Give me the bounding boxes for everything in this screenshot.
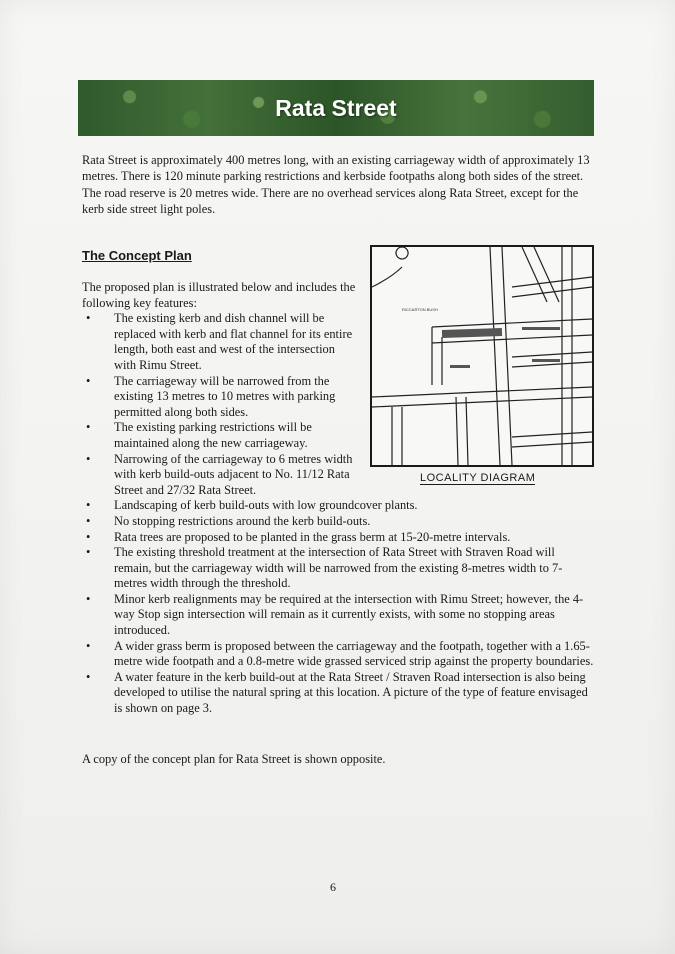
list-item: • Landscaping of kerb build-outs with low groundcover plants. [82,498,594,514]
list-item: • The existing parking restrictions will be maintained along the new carriageway. [82,420,359,451]
list-item: • Rata trees are proposed to be planted in the grass berm at 15-20-metre intervals. [82,530,594,546]
list-item: • No stopping restrictions around the kerb build-outs. [82,514,594,530]
map-place-label: RICCARTON BUSH [402,307,438,312]
map-caption: LOCALITY DIAGRAM [420,472,536,484]
feature-list [82,311,594,716]
concept-body [82,280,594,717]
page-number: 6 [330,880,336,894]
closing-paragraph: A copy of the concept plan for Rata Street is shown opposite. [82,752,386,766]
concept-lead: The proposed plan is illustrated below and includes the following key features: [82,280,356,310]
list-item: • The carriageway will be narrowed from the existing 13 metres to 10 metres with parking permitted along both sides. [82,374,359,421]
list-item: • The existing threshold treatment at the intersection of Rata Street with Straven Road will remain, but the carriageway width will be narrowed from the existing 8-metres width to 7-metres width through the threshold. [82,545,594,592]
page-title: Rata Street [275,94,397,121]
title-banner [78,80,594,136]
list-item: • A water feature in the kerb build-out at the Rata Street / Straven Road intersection is also being developed to utilise the natural spring at this location. A picture of the type of feature envisaged is shown on page 3. [82,670,594,717]
section-heading: The Concept Plan [82,248,192,263]
list-item: • Minor kerb realignments may be required at the intersection with Rimu Street; however, the 4-way Stop sign intersection will remain as it currently exists, with some no stopping areas introduced. [82,592,594,639]
list-item: • The existing kerb and dish channel will be replaced with kerb and flat channel for its entire length, both east and west of the intersection with Rimu Street. [82,311,359,373]
list-item: • Narrowing of the carriageway to 6 metres width with kerb build-outs adjacent to No. 11/12 Rata Street and 27/32 Rata Street. [82,452,369,499]
list-item: • A wider grass berm is proposed between the carriageway and the footpath, together with a 1.65-metre wide footpath and a 0.8-metre wide grassed serviced strip against the property boundaries. [82,639,594,670]
intro-paragraph: Rata Street is approximately 400 metres long, with an existing carriageway width of approximately 13 metres. There is 120 minute parking restrictions and kerbside footpaths along both sides of the street. The road reserve is 20 metres wide. There are no overhead services along Rata Street, except for the kerb side street light poles. [82,153,590,217]
